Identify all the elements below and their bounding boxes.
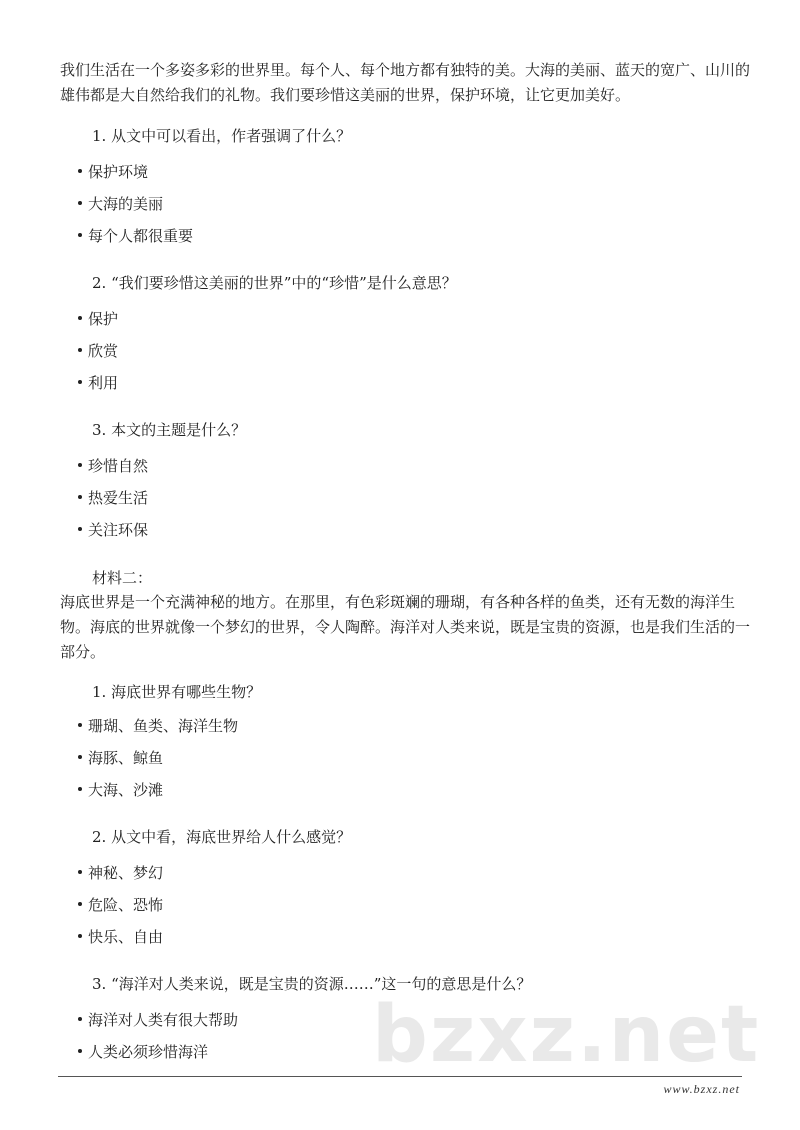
material1-q3-option-1: 珍惜自然	[78, 456, 148, 476]
material1-q2-option-2: 欣赏	[78, 341, 118, 361]
bullet-icon	[78, 463, 82, 467]
bullet-icon	[78, 380, 82, 384]
material2-question-3: 3. “海洋对人类来说，既是宝贵的资源……”这一句的意思是什么？	[92, 975, 532, 993]
bullet-icon	[78, 201, 82, 205]
material1-question-1: 1. 从文中可以看出，作者强调了什么？	[92, 127, 352, 145]
bullet-icon	[78, 233, 82, 237]
bullet-icon	[78, 755, 82, 759]
bullet-icon	[78, 787, 82, 791]
material1-q1-option-1: 保护环境	[78, 162, 148, 182]
material1-q1-option-2: 大海的美丽	[78, 194, 163, 214]
material1-paragraph: 我们生活在一个多姿多彩的世界里。每个人、每个地方都有独特的美。大海的美丽、蓝天的宽广、山川的雄伟都是大自然给我们的礼物。我们要珍惜这美丽的世界，保护环境，让它更加美好。	[60, 61, 751, 104]
material1-q1-option-3: 每个人都很重要	[78, 226, 193, 246]
bullet-icon	[78, 1017, 82, 1021]
bullet-icon	[78, 169, 82, 173]
bullet-icon	[78, 870, 82, 874]
material2-q1-option-1: 珊瑚、鱼类、海洋生物	[78, 716, 238, 736]
material1-q2-option-3: 利用	[78, 373, 118, 393]
bullet-icon	[78, 495, 82, 499]
bullet-icon	[78, 934, 82, 938]
material2-q2-option-2: 危险、恐怖	[78, 895, 163, 915]
bullet-icon	[78, 723, 82, 727]
material2-q2-option-3: 快乐、自由	[78, 927, 163, 947]
bullet-icon	[78, 1049, 82, 1053]
material1-q3-option-2: 热爱生活	[78, 488, 148, 508]
bullet-icon	[78, 348, 82, 352]
footer-divider	[58, 1076, 742, 1077]
material2-heading: 材料二：	[92, 569, 153, 587]
material2-question-1: 1. 海底世界有哪些生物？	[92, 683, 262, 701]
material2-q3-option-2: 人类必须珍惜海洋	[78, 1042, 208, 1062]
material1-q3-option-3: 关注环保	[78, 520, 148, 540]
material2-question-2: 2. 从文中看，海底世界给人什么感觉？	[92, 828, 352, 846]
material2-paragraph: 海底世界是一个充满神秘的地方。在那里，有色彩斑斓的珊瑚，有各种各样的鱼类，还有无数的海洋生物。海底的世界就像一个梦幻的世界，令人陶醉。海洋对人类来说，既是宝贵的资源，也是我们生活的一部分。	[60, 593, 751, 661]
material2-q1-option-3: 大海、沙滩	[78, 780, 163, 800]
bullet-icon	[78, 902, 82, 906]
bullet-icon	[78, 527, 82, 531]
material1-question-3: 3. 本文的主题是什么？	[92, 421, 247, 439]
material1-question-2: 2. “我们要珍惜这美丽的世界”中的“珍惜”是什么意思？	[92, 274, 457, 292]
watermark: bzxz.net	[372, 990, 761, 1080]
bullet-icon	[78, 316, 82, 320]
footer-url: www.bzxz.net	[663, 1082, 740, 1096]
material1-q2-option-1: 保护	[78, 309, 118, 329]
material2-q2-option-1: 神秘、梦幻	[78, 863, 163, 883]
material2-q1-option-2: 海豚、鲸鱼	[78, 748, 163, 768]
material2-q3-option-1: 海洋对人类有很大帮助	[78, 1010, 238, 1030]
